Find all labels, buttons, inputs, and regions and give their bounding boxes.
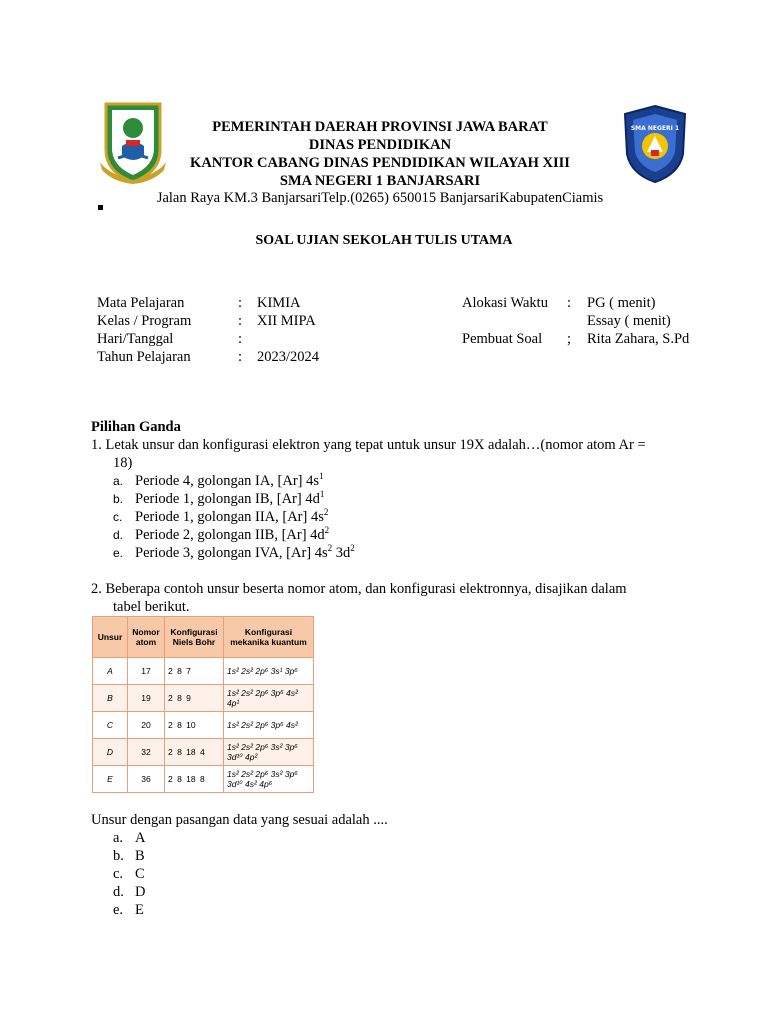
table-header: Nomor atom xyxy=(128,617,165,658)
header-line-2: DINAS PENDIDIKAN xyxy=(308,137,452,153)
svg-text:SMA NEGERI 1: SMA NEGERI 1 xyxy=(630,125,680,132)
table-row xyxy=(93,658,314,685)
table-header: Konfigurasi mekanika kuantum xyxy=(224,617,314,658)
colon: : xyxy=(238,349,243,365)
question-1-text-cont: 18) xyxy=(113,455,133,471)
q1-option-e: e. Periode 3, golongan IVA, [Ar] $4s^2$ $3d^2$ xyxy=(113,543,355,561)
table-cell: B xyxy=(93,685,128,712)
q1-option-d: d. Periode 2, golongan IIB, [Ar] $4d^2$ xyxy=(113,525,330,543)
table-cell: 32 xyxy=(128,739,165,766)
table-cell: 1s² 2s² 2p⁶ 3s² 3p⁶ 3d¹⁰ 4p² xyxy=(224,739,314,766)
table-cell: 2 8 18 4 xyxy=(165,739,224,766)
table-cell: 1s² 2s² 2p⁶ 3p⁶ 4s² 4p¹ xyxy=(224,685,314,712)
hari-label: Hari/Tanggal xyxy=(97,331,174,347)
bullet-mark xyxy=(98,205,103,210)
table-cell: 20 xyxy=(128,712,165,739)
header-line-3: KANTOR CABANG DINAS PENDIDIKAN WILAYAH XIII xyxy=(190,155,570,171)
q2-option-e: e. E xyxy=(113,902,144,918)
question-1-text: 1. Letak unsur dan konfigurasi elektron yang tepat untuk unsur 19X adalah…(nomor atom Ar = xyxy=(91,437,646,453)
sma-negeri-1-school-logo xyxy=(621,104,689,184)
pembuat-label: Pembuat Soal xyxy=(462,331,543,347)
table-cell: 1s² 2s² 2p⁶ 3s¹ 3p⁶ xyxy=(224,658,314,685)
table-cell: C xyxy=(93,712,128,739)
tahun-value: 2023/2024 xyxy=(257,349,320,365)
table-cell: 19 xyxy=(128,685,165,712)
q2-option-d: d. D xyxy=(113,884,146,900)
table-cell: 2 8 7 xyxy=(165,658,224,685)
colon: : xyxy=(238,331,243,347)
table-row xyxy=(93,712,314,739)
header-line-4: SMA NEGERI 1 BANJARSARI xyxy=(279,173,481,189)
q2-option-c: c. C xyxy=(113,866,145,882)
table-cell: D xyxy=(93,739,128,766)
table-row xyxy=(93,766,314,793)
table-cell: 36 xyxy=(128,766,165,793)
table-cell: 1s² 2s² 2p⁶ 3s² 3p⁶ 3d¹⁰ 4s² 4p⁶ xyxy=(224,766,314,793)
colon: : xyxy=(238,295,243,311)
q2-option-a: a. A xyxy=(113,830,146,846)
q1-option-a: a. Periode 4, golongan IA, [Ar] $4s^1$ xyxy=(113,471,324,489)
table-row xyxy=(93,739,314,766)
jawa-barat-emblem-logo xyxy=(98,100,168,185)
table-cell: 2 8 9 xyxy=(165,685,224,712)
question-2-text-cont: tabel berikut. xyxy=(113,599,190,615)
table-cell: 2 8 18 8 xyxy=(165,766,224,793)
kelas-value: XII MIPA xyxy=(257,313,316,329)
q2-option-b: b. B xyxy=(113,848,145,864)
tahun-label: Tahun Pelajaran xyxy=(97,349,191,365)
mapel-value: KIMIA xyxy=(257,295,301,311)
table-cell: A xyxy=(93,658,128,685)
q1-option-b: b. Periode 1, golongan IB, [Ar] $4d^1$ xyxy=(113,489,325,507)
section-title: Pilihan Ganda xyxy=(91,419,181,435)
alokasi-pg: PG ( menit) xyxy=(587,295,656,311)
table-header: Unsur xyxy=(93,617,128,658)
table-cell: 17 xyxy=(128,658,165,685)
semicolon: ; xyxy=(567,331,572,347)
exam-title: SOAL UJIAN SEKOLAH TULIS UTAMA xyxy=(255,233,513,248)
pembuat-value: Rita Zahara, S.Pd xyxy=(587,331,690,347)
mapel-label: Mata Pelajaran xyxy=(97,295,185,311)
alokasi-essay: Essay ( menit) xyxy=(587,313,671,329)
alokasi-label: Alokasi Waktu xyxy=(462,295,548,311)
colon: : xyxy=(567,295,572,311)
table-cell: 1s² 2s² 2p⁶ 3p⁶ 4s² xyxy=(224,712,314,739)
colon: : xyxy=(238,313,243,329)
q1-option-c: c. Periode 1, golongan IIA, [Ar] $4s^2$ xyxy=(113,507,329,525)
table-header: Konfigurasi Niels Bohr xyxy=(165,617,224,658)
table-cell: 2 8 10 xyxy=(165,712,224,739)
table-cell: E xyxy=(93,766,128,793)
question-2-text: 2. Beberapa contoh unsur beserta nomor atom, dan konfigurasi elektronnya, disajikan dalam xyxy=(91,581,627,597)
header-line-1: PEMERINTAH DAERAH PROVINSI JAWA BARAT xyxy=(212,119,548,135)
electron-configuration-table xyxy=(92,616,314,793)
question-2-prompt: Unsur dengan pasangan data yang sesuai adalah .... xyxy=(91,812,388,828)
school-address: Jalan Raya KM.3 BanjarsariTelp.(0265) 650015 BanjarsariKabupatenCiamis xyxy=(156,190,604,206)
table-row xyxy=(93,685,314,712)
kelas-label: Kelas / Program xyxy=(97,313,192,329)
